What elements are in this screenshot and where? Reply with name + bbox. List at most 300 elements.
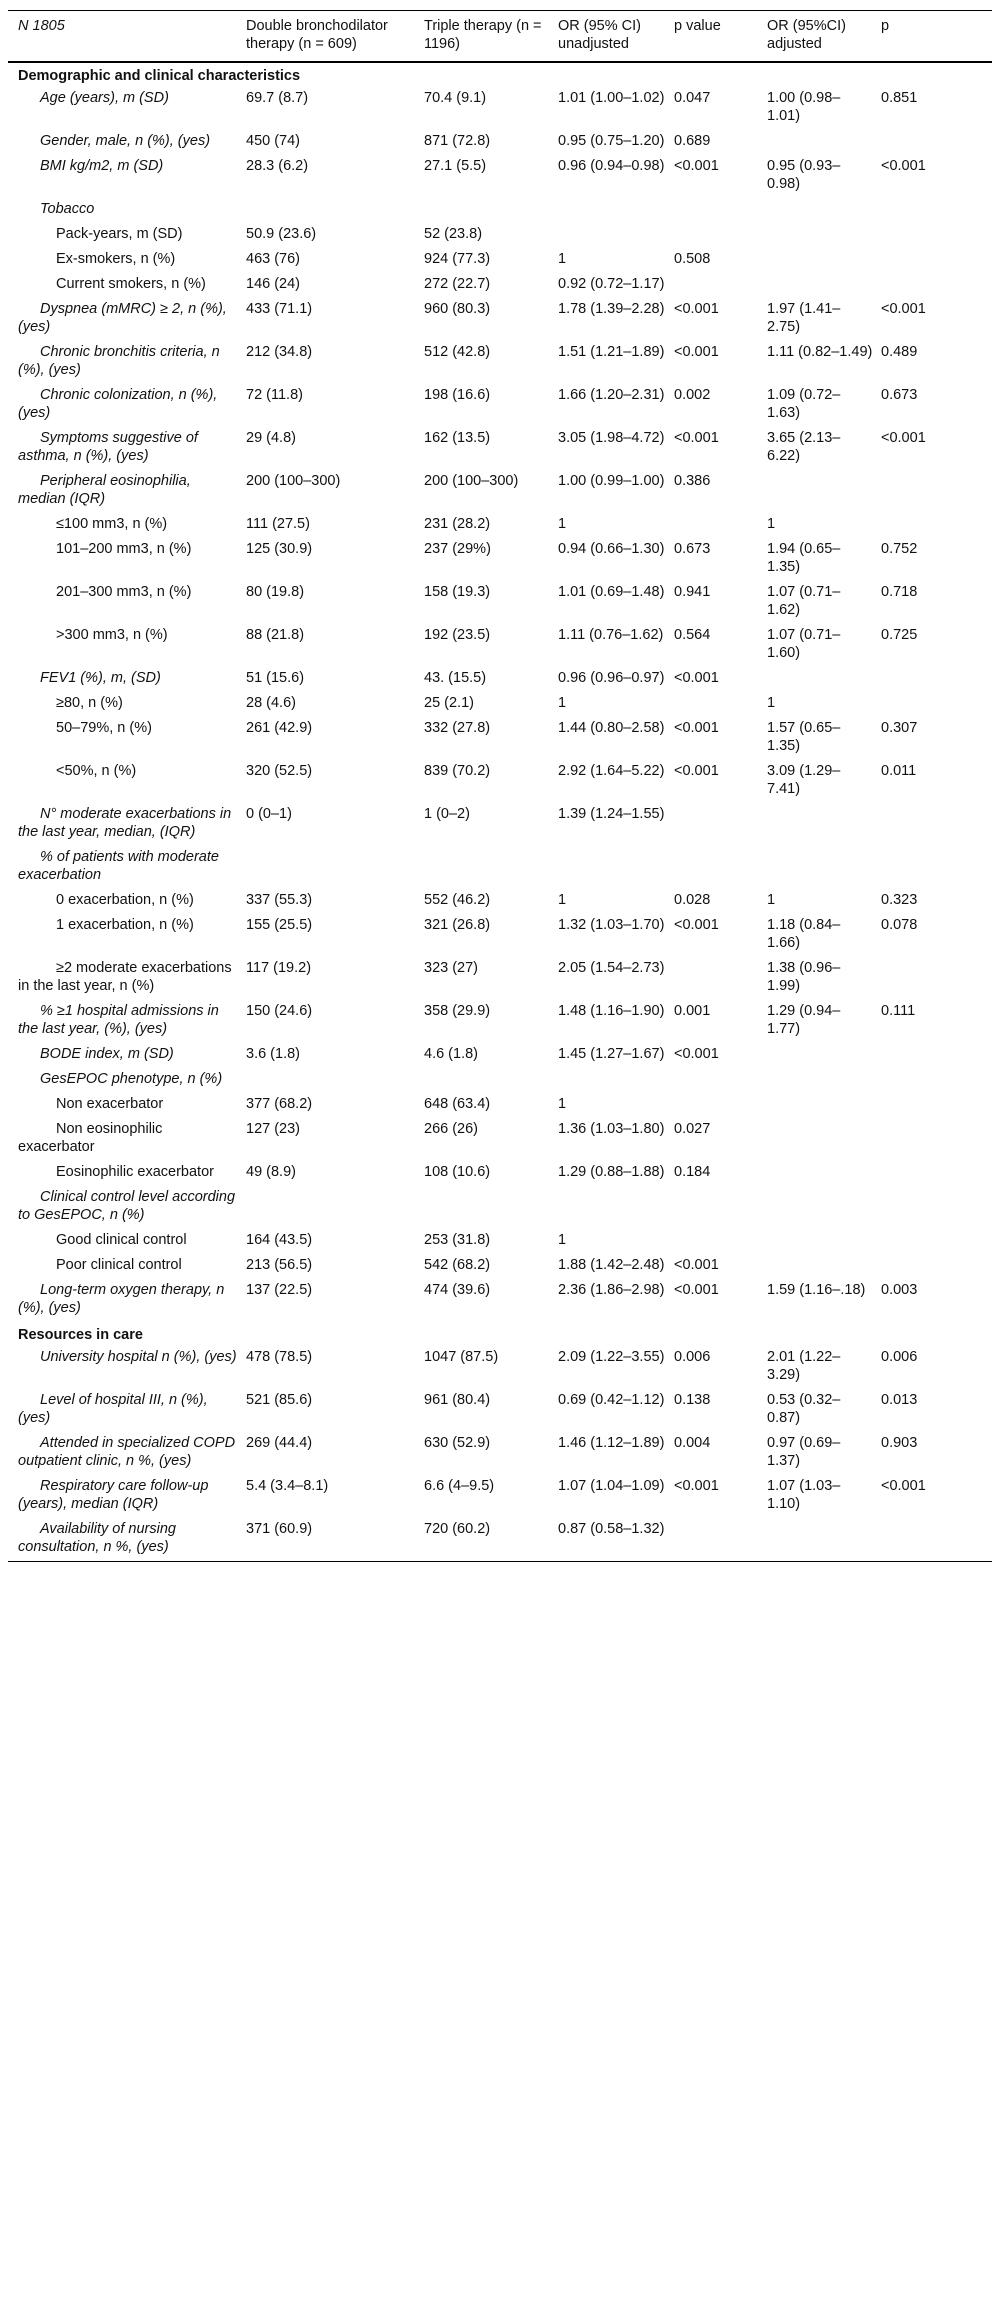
table-cell [674,513,767,538]
table-cell: 117 (19.2) [246,960,312,976]
table-row [8,298,992,341]
table-cell: 0 (0–1) [246,806,292,822]
table-cell: 162 (13.5) [424,430,491,446]
table-cell: 1.59 (1.16–.18) [767,1282,866,1298]
table-cell [674,803,767,846]
table-cell: 1047 (87.5) [424,1349,499,1365]
table-cell: 924 (77.3) [424,251,491,267]
table-cell: 0.489 [881,344,918,360]
table-cell: 237 (29%) [424,541,491,557]
table-cell: 1.46 (1.12–1.89) [558,1435,665,1451]
table-cell [767,1518,881,1562]
row-label: % of patients with moderate exacerbation [18,849,219,883]
table-cell: 0.323 [881,892,918,908]
table-cell: <0.001 [674,301,719,317]
table-row [8,223,992,248]
table-cell: 960 (80.3) [424,301,491,317]
table-row [8,384,992,427]
table-cell: 72 (11.8) [246,387,303,403]
table-cell: 1 [558,516,567,532]
table-cell: 0.111 [881,1003,916,1019]
table-cell: <0.001 [674,344,719,360]
table-cell: 4.6 (1.8) [424,1046,478,1062]
table-row [8,803,992,846]
table-row [8,581,992,624]
row-label: University hospital n (%), (yes) [40,1349,237,1365]
table-cell: 3.09 (1.29–7.41) [767,763,841,797]
table-cell: 1.66 (1.20–2.31) [558,387,665,403]
table-cell: 0.006 [674,1349,711,1365]
table-cell: 1.45 (1.27–1.67) [558,1046,665,1062]
table-cell: 1 [558,892,567,908]
table-row [8,1118,992,1161]
section-header-row [8,1322,992,1346]
table-cell [881,248,992,273]
table-cell: 1.29 (0.88–1.88) [558,1164,665,1180]
table-cell: 1.32 (1.03–1.70) [558,917,665,933]
table-cell: 0.94 (0.66–1.30) [558,541,665,557]
header-cell: OR (95% CI) unadjusted [558,18,641,52]
table-cell: 164 (43.5) [246,1232,313,1248]
table-row [8,427,992,470]
table-cell: 3.05 (1.98–4.72) [558,430,665,446]
table-cell: 269 (44.4) [246,1435,313,1451]
header-cell: N 1805 [18,18,65,34]
table-cell: 1 [767,516,776,532]
table-cell: 43. (15.5) [424,670,487,686]
table-cell: 1.36 (1.03–1.80) [558,1121,665,1137]
table-cell: 2.05 (1.54–2.73) [558,960,665,976]
table-cell: 69.7 (8.7) [246,90,309,106]
table-cell: 358 (29.9) [424,1003,491,1019]
table-cell: 28.3 (6.2) [246,158,309,174]
row-label: Current smokers, n (%) [56,276,206,292]
table-cell: 0.184 [674,1164,711,1180]
row-label: Peripheral eosinophilia, median (IQR) [18,473,191,507]
table-cell: 49 (8.9) [246,1164,296,1180]
row-label: Chronic bronchitis criteria, n (%), (yes) [18,344,220,378]
table-cell: 1 [767,695,776,711]
table-cell: 27.1 (5.5) [424,158,487,174]
row-label: >300 mm3, n (%) [56,627,168,643]
table-cell [881,1118,992,1161]
table-cell [767,803,881,846]
table-cell [424,198,558,223]
row-label: % ≥1 hospital admissions in the last year, (%), (yes) [18,1003,219,1037]
table-row [8,1229,992,1254]
table-row [8,1389,992,1432]
row-label: GesEPOC phenotype, n (%) [40,1071,223,1087]
table-cell [881,273,992,298]
table-cell: 0.003 [881,1282,918,1298]
row-label: Dyspnea (mMRC) ≥ 2, n (%), (yes) [18,301,227,335]
table-cell [881,1068,992,1093]
table-cell: 720 (60.2) [424,1521,491,1537]
table-row [8,538,992,581]
table-cell: 1.48 (1.16–1.90) [558,1003,665,1019]
table-cell: 2.09 (1.22–3.55) [558,1349,665,1365]
table-cell: 0.941 [674,584,711,600]
table-cell: <0.001 [674,1478,719,1494]
row-label: ≥80, n (%) [56,695,123,711]
table-cell: 0.047 [674,90,711,106]
table-cell [424,846,558,889]
table-row [8,624,992,667]
table-cell [674,198,767,223]
table-row [8,341,992,384]
table-row [8,470,992,513]
table-cell: 0.95 (0.75–1.20) [558,133,665,149]
table-cell: <0.001 [674,917,719,933]
row-label: BMI kg/m2, m (SD) [40,158,164,174]
table-cell: 80 (19.8) [246,584,305,600]
table-container [8,10,992,1562]
table-cell [674,1093,767,1118]
table-cell: 512 (42.8) [424,344,491,360]
table-cell [767,1043,881,1068]
table-cell: 1 (0–2) [424,806,470,822]
table-row [8,1432,992,1475]
table-cell: 212 (34.8) [246,344,313,360]
table-cell: 1.01 (1.00–1.02) [558,90,665,106]
table-cell [767,667,881,692]
table-cell: 871 (72.8) [424,133,491,149]
table-cell: 213 (56.5) [246,1257,313,1273]
table-cell: 371 (60.9) [246,1521,313,1537]
table-cell: <0.001 [674,1282,719,1298]
table-row [8,1346,992,1389]
row-label: FEV1 (%), m, (SD) [40,670,161,686]
row-label: 0 exacerbation, n (%) [56,892,194,908]
table-cell: 88 (21.8) [246,627,305,643]
table-row [8,1518,992,1562]
table-row [8,914,992,957]
table-cell: 1.88 (1.42–2.48) [558,1257,665,1273]
table-cell: 0.013 [881,1392,918,1408]
table-cell [674,223,767,248]
table-row [8,1254,992,1279]
table-cell: 1.78 (1.39–2.28) [558,301,665,317]
table-row [8,846,992,889]
table-cell [881,846,992,889]
table-row [8,87,992,130]
table-cell: <0.001 [674,1257,719,1273]
table-cell [674,273,767,298]
table-row [8,273,992,298]
table-cell: <0.001 [881,301,926,317]
table-cell: 231 (28.2) [424,516,491,532]
table-cell: <0.001 [674,670,719,686]
table-cell: 1.39 (1.24–1.55) [558,806,665,822]
table-cell: 25 (2.1) [424,695,474,711]
table-cell: 0.078 [881,917,918,933]
table-cell [674,1518,767,1562]
table-cell: 127 (23) [246,1121,301,1137]
table-cell: 1 [767,892,776,908]
table-cell [558,223,674,248]
table-cell: <0.001 [674,430,719,446]
row-label: Eosinophilic exacerbator [56,1164,214,1180]
table-cell: 1 [558,1096,567,1112]
table-cell: 1.11 (0.82–1.49) [767,344,873,360]
table-cell: 0.97 (0.69–1.37) [767,1435,841,1469]
table-cell: <0.001 [674,763,719,779]
table-row [8,248,992,273]
row-label: BODE index, m (SD) [40,1046,174,1062]
table-cell: 0.673 [881,387,918,403]
table-cell: <0.001 [674,720,719,736]
table-row [8,155,992,198]
table-cell: 1.07 (0.71–1.62) [767,584,841,618]
table-cell [767,198,881,223]
table-cell [674,1229,767,1254]
table-cell [246,1186,424,1229]
row-label: Tobacco [40,201,95,217]
table-cell: 0.386 [674,473,711,489]
header-cell: p value [674,18,721,34]
table-cell: 552 (46.2) [424,892,491,908]
row-label: Symptoms suggestive of asthma, n (%), (yes) [18,430,198,464]
table-cell [767,1229,881,1254]
table-cell [424,1068,558,1093]
table-cell: 0.004 [674,1435,711,1451]
table-cell [881,1093,992,1118]
table-cell: 3.65 (2.13–6.22) [767,430,841,464]
table-cell [881,803,992,846]
table-cell: 6.6 (4–9.5) [424,1478,495,1494]
table-cell: 2.92 (1.64–5.22) [558,763,665,779]
table-cell: 198 (16.6) [424,387,491,403]
table-row [8,1043,992,1068]
table-cell [246,198,424,223]
header-cell: Triple therapy (n = 1196) [424,18,542,52]
table-cell [767,1068,881,1093]
table-cell: 200 (100–300) [424,473,519,489]
row-label: N° moderate exacerbations in the last year, median, (IQR) [18,806,232,840]
table-cell: 1.07 (0.71–1.60) [767,627,841,661]
table-cell: 1.57 (0.65–1.35) [767,720,841,754]
table-cell: 377 (68.2) [246,1096,313,1112]
table-cell: 478 (78.5) [246,1349,313,1365]
table-cell: 150 (24.6) [246,1003,313,1019]
table-cell [767,273,881,298]
table-cell: 1.07 (1.03–1.10) [767,1478,841,1512]
row-label: 50–79%, n (%) [56,720,152,736]
table-cell: 3.6 (1.8) [246,1046,300,1062]
table-cell: 1.00 (0.99–1.00) [558,473,665,489]
row-label: ≤100 mm3, n (%) [56,516,168,532]
table-row [8,760,992,803]
table-cell: 253 (31.8) [424,1232,491,1248]
table-cell: 0.903 [881,1435,918,1451]
table-cell [881,1043,992,1068]
table-cell: 320 (52.5) [246,763,313,779]
table-cell [558,198,674,223]
table-cell [881,1186,992,1229]
table-cell: 1.97 (1.41–2.75) [767,301,841,335]
row-label: Availability of nursing consultation, n %, (yes) [18,1521,176,1555]
table-cell [767,1254,881,1279]
table-cell: 272 (22.7) [424,276,491,292]
table-cell: 1.94 (0.65–1.35) [767,541,841,575]
table-cell: 108 (10.6) [424,1164,491,1180]
table-cell: 50.9 (23.6) [246,226,317,242]
table-cell: 0.001 [674,1003,711,1019]
table-cell: 0.689 [674,133,711,149]
table-cell [881,1254,992,1279]
table-cell: 433 (71.1) [246,301,313,317]
row-label: Pack-years, m (SD) [56,226,183,242]
table-cell: 1 [558,1232,567,1248]
header-cell: p [881,18,890,34]
row-label: Chronic colonization, n (%), (yes) [18,387,218,421]
table-cell: 0.96 (0.96–0.97) [558,670,665,686]
table-cell [881,957,992,1000]
table-cell: 2.01 (1.22–3.29) [767,1349,841,1383]
table-cell: 70.4 (9.1) [424,90,487,106]
table-cell: 200 (100–300) [246,473,341,489]
table-row [8,717,992,760]
table-cell [767,130,881,155]
table-cell: 0.752 [881,541,918,557]
table-cell: 1.44 (0.80–2.58) [558,720,665,736]
table-cell [246,846,424,889]
row-label: Long-term oxygen therapy, n (%), (yes) [18,1282,225,1316]
row-label: Non eosinophilic exacerbator [18,1121,163,1155]
table-row [8,667,992,692]
table-cell: 0.718 [881,584,918,600]
section-header-row [8,62,992,87]
table-cell [558,1068,674,1093]
table-row [8,1093,992,1118]
table-cell: 0.851 [881,90,918,106]
table-cell [767,1186,881,1229]
table-cell: 0.53 (0.32–0.87) [767,1392,841,1426]
table-cell: 323 (27) [424,960,479,976]
table-cell: <0.001 [674,1046,719,1062]
table-cell: 0.138 [674,1392,711,1408]
table-cell: 542 (68.2) [424,1257,491,1273]
table-cell: 0.95 (0.93–0.98) [767,158,841,192]
table-cell [246,1068,424,1093]
section-title: Resources in care [18,1327,143,1343]
table-row [8,1279,992,1322]
table-row [8,1186,992,1229]
table-row [8,692,992,717]
table-cell [767,223,881,248]
table-cell [881,513,992,538]
table-cell: 192 (23.5) [424,627,491,643]
table-cell: 0.002 [674,387,711,403]
table-cell: 961 (80.4) [424,1392,491,1408]
results-table [8,10,992,1562]
table-cell: 0.92 (0.72–1.17) [558,276,665,292]
table-cell: 474 (39.6) [424,1282,491,1298]
table-cell [558,846,674,889]
table-cell [881,667,992,692]
table-cell: 1.29 (0.94–1.77) [767,1003,841,1037]
table-cell: 463 (76) [246,251,301,267]
table-cell [674,1068,767,1093]
table-cell: 0.69 (0.42–1.12) [558,1392,665,1408]
table-cell: 155 (25.5) [246,917,313,933]
table-cell [881,1229,992,1254]
table-cell: 0.307 [881,720,918,736]
header-cell: OR (95%CI) adjusted [767,18,846,52]
table-row [8,198,992,223]
table-cell: 630 (52.9) [424,1435,491,1451]
table-cell: 29 (4.8) [246,430,296,446]
table-cell: 137 (22.5) [246,1282,313,1298]
table-cell [881,470,992,513]
table-header [8,11,992,63]
table-cell: 0.725 [881,627,918,643]
header-row [8,11,992,63]
table-cell: 261 (42.9) [246,720,313,736]
table-row [8,957,992,1000]
table-row [8,1475,992,1518]
table-cell: 0.006 [881,1349,918,1365]
table-cell: 1.00 (0.98–1.01) [767,90,841,124]
table-cell: <0.001 [881,1478,926,1494]
table-cell: 337 (55.3) [246,892,313,908]
table-cell: 1.11 (0.76–1.62) [558,627,664,643]
row-label: Age (years), m (SD) [40,90,169,106]
table-cell [767,470,881,513]
table-cell: 52 (23.8) [424,226,483,242]
table-cell: 450 (74) [246,133,301,149]
table-cell [767,1161,881,1186]
table-cell [881,130,992,155]
row-label: Gender, male, n (%), (yes) [40,133,211,149]
row-label: <50%, n (%) [56,763,137,779]
row-label: Attended in specialized COPD outpatient clinic, n %, (yes) [18,1435,236,1469]
table-cell: 1 [558,251,567,267]
table-row [8,513,992,538]
table-cell [767,248,881,273]
table-cell [674,957,767,1000]
table-cell [558,1186,674,1229]
row-label: Good clinical control [56,1232,187,1248]
row-label: Poor clinical control [56,1257,182,1273]
row-label: Level of hospital III, n (%), (yes) [18,1392,208,1426]
row-label: Clinical control level according to GesEPOC, n (%) [18,1189,236,1223]
row-label: 201–300 mm3, n (%) [56,584,192,600]
row-label: Non exacerbator [56,1096,164,1112]
table-cell: 1 [558,695,567,711]
table-cell [767,1093,881,1118]
row-label: Respiratory care follow-up (years), median (IQR) [18,1478,209,1512]
table-cell: 1.01 (0.69–1.48) [558,584,665,600]
table-cell: 0.87 (0.58–1.32) [558,1521,665,1537]
table-cell [674,692,767,717]
table-cell: 158 (19.3) [424,584,491,600]
row-label: 1 exacerbation, n (%) [56,917,194,933]
table-cell [767,846,881,889]
table-cell: 0.564 [674,627,711,643]
table-cell: 1.09 (0.72–1.63) [767,387,841,421]
table-cell [674,846,767,889]
table-cell: 5.4 (3.4–8.1) [246,1478,329,1494]
table-cell: <0.001 [674,158,719,174]
table-cell: 146 (24) [246,276,301,292]
header-cell: Double bronchodilator therapy (n = 609) [246,18,388,52]
table-cell: 0.027 [674,1121,711,1137]
table-cell: 0.028 [674,892,711,908]
table-cell: 125 (30.9) [246,541,313,557]
table-cell: 0.011 [881,763,917,779]
table-cell: 2.36 (1.86–2.98) [558,1282,665,1298]
